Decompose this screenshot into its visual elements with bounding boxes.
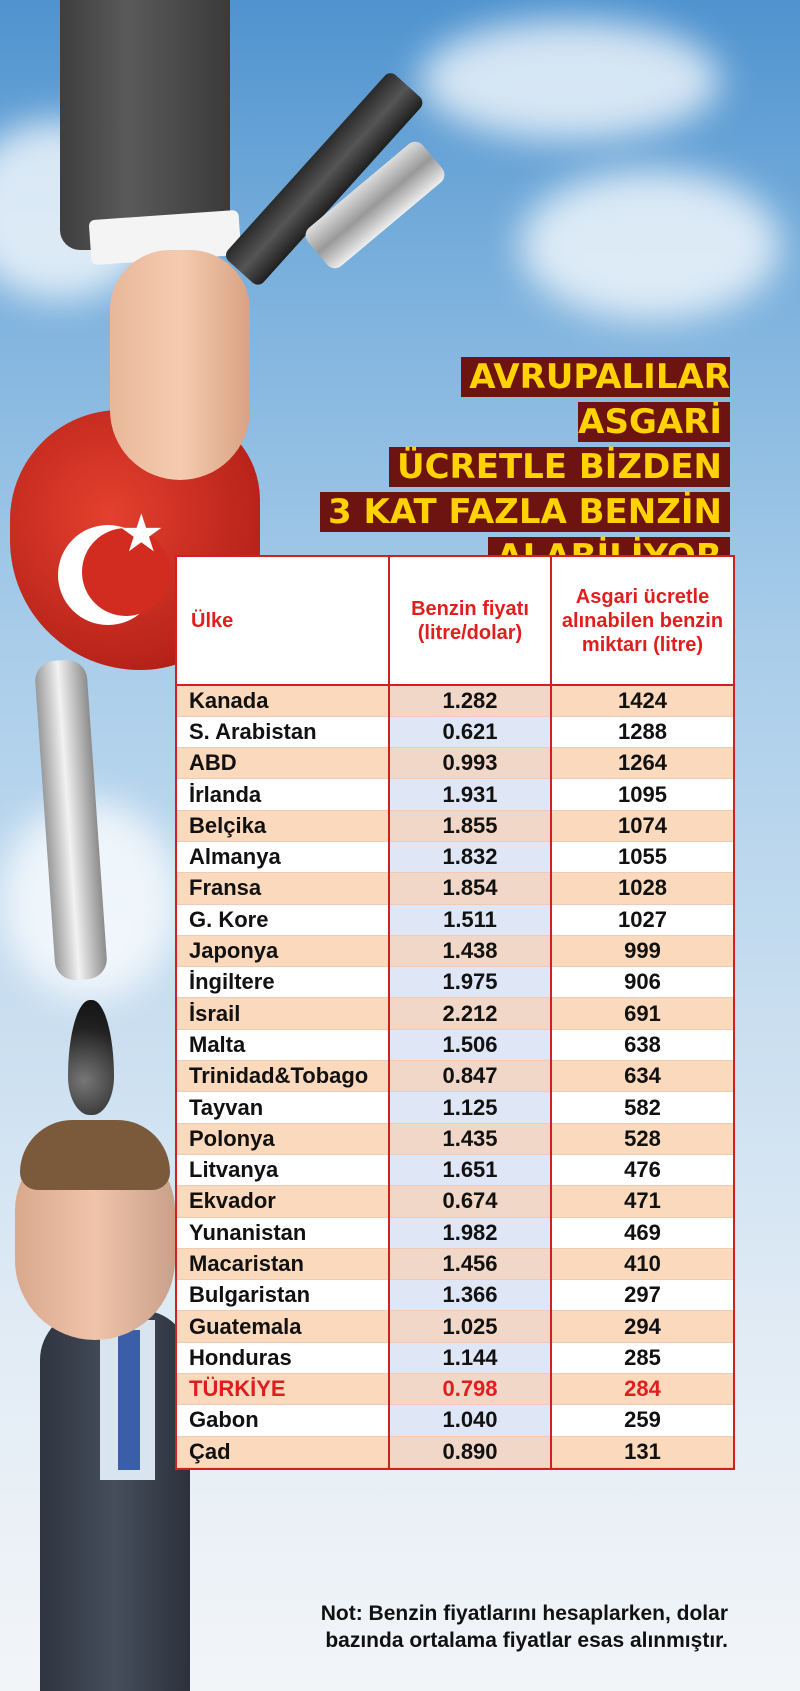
price-cell: 1.435: [389, 1123, 551, 1154]
country-cell: G. Kore: [177, 904, 389, 935]
price-cell: 1.144: [389, 1342, 551, 1373]
table-row: [177, 1061, 733, 1092]
price-cell: 1.832: [389, 841, 551, 872]
amount-cell: 297: [551, 1280, 733, 1311]
table-row: [177, 1092, 733, 1123]
amount-cell: 1288: [551, 716, 733, 747]
table-row: [177, 1123, 733, 1154]
country-cell: Fransa: [177, 873, 389, 904]
country-cell: Kanada: [177, 685, 389, 716]
country-cell: Honduras: [177, 1342, 389, 1373]
price-cell: 1.854: [389, 873, 551, 904]
price-cell: 1.282: [389, 685, 551, 716]
country-cell: Guatemala: [177, 1311, 389, 1342]
fuel-drop-icon: [68, 1000, 114, 1115]
headline: [305, 355, 730, 580]
price-cell: 1.366: [389, 1280, 551, 1311]
price-cell: 1.456: [389, 1248, 551, 1279]
table-header-row: [177, 557, 733, 685]
country-cell: Malta: [177, 1029, 389, 1060]
table-row: [177, 873, 733, 904]
price-cell: 1.855: [389, 810, 551, 841]
amount-cell: 1074: [551, 810, 733, 841]
amount-cell: 285: [551, 1342, 733, 1373]
amount-cell: 1264: [551, 748, 733, 779]
man-hair-illustration: [20, 1120, 170, 1190]
amount-cell: 1028: [551, 873, 733, 904]
header-country: Ülke: [177, 557, 389, 685]
headline-line: ÜCRETLE BİZDEN: [389, 447, 730, 487]
price-cell: 2.212: [389, 998, 551, 1029]
table-row: [177, 1342, 733, 1373]
country-cell: İngiltere: [177, 967, 389, 998]
man-tie-illustration: [118, 1330, 140, 1470]
table-row: [177, 1436, 733, 1467]
price-cell: 0.798: [389, 1374, 551, 1405]
amount-cell: 131: [551, 1436, 733, 1467]
price-cell: 0.890: [389, 1436, 551, 1467]
table-row: [177, 810, 733, 841]
table-row: [177, 1311, 733, 1342]
table-row: [177, 1405, 733, 1436]
amount-cell: 410: [551, 1248, 733, 1279]
cloud: [520, 170, 780, 320]
country-cell: Japonya: [177, 935, 389, 966]
price-cell: 0.621: [389, 716, 551, 747]
country-cell: Gabon: [177, 1405, 389, 1436]
price-cell: 1.511: [389, 904, 551, 935]
country-cell: Bulgaristan: [177, 1280, 389, 1311]
table-row: [177, 748, 733, 779]
price-cell: 0.847: [389, 1061, 551, 1092]
amount-cell: 259: [551, 1405, 733, 1436]
amount-cell: 469: [551, 1217, 733, 1248]
table-row: [177, 998, 733, 1029]
table-row: [177, 716, 733, 747]
headline-line: 3 KAT FAZLA BENZİN: [320, 492, 730, 532]
table-row: [177, 1248, 733, 1279]
country-cell: Polonya: [177, 1123, 389, 1154]
country-cell: S. Arabistan: [177, 716, 389, 747]
hand-illustration: [110, 250, 250, 480]
amount-cell: 294: [551, 1311, 733, 1342]
price-cell: 1.040: [389, 1405, 551, 1436]
country-cell: Belçika: [177, 810, 389, 841]
amount-cell: 634: [551, 1061, 733, 1092]
headline-line: AVRUPALILAR ASGARİ: [461, 357, 730, 442]
price-cell: 1.438: [389, 935, 551, 966]
amount-cell: 1027: [551, 904, 733, 935]
amount-cell: 1095: [551, 779, 733, 810]
price-cell: 1.025: [389, 1311, 551, 1342]
cloud: [420, 20, 720, 140]
price-cell: 1.506: [389, 1029, 551, 1060]
amount-cell: 528: [551, 1123, 733, 1154]
amount-cell: 691: [551, 998, 733, 1029]
header-amount: Asgari ücretle alınabilen benzin miktarı (litre): [551, 557, 733, 685]
amount-cell: 1424: [551, 685, 733, 716]
amount-cell: 906: [551, 967, 733, 998]
price-cell: 1.975: [389, 967, 551, 998]
amount-cell: 284: [551, 1374, 733, 1405]
table-row: [177, 841, 733, 872]
country-cell: Yunanistan: [177, 1217, 389, 1248]
table-row: [177, 1154, 733, 1185]
amount-cell: 638: [551, 1029, 733, 1060]
price-cell: 1.125: [389, 1092, 551, 1123]
country-cell: ABD: [177, 748, 389, 779]
country-cell: İsrail: [177, 998, 389, 1029]
header-price: Benzin fiyatı (litre/dolar): [389, 557, 551, 685]
country-cell: TÜRKİYE: [177, 1374, 389, 1405]
table-row: [177, 685, 733, 716]
table-row: [177, 779, 733, 810]
country-cell: Macaristan: [177, 1248, 389, 1279]
table-row: [177, 967, 733, 998]
table-row: [177, 1186, 733, 1217]
country-cell: Tayvan: [177, 1092, 389, 1123]
country-cell: Ekvador: [177, 1186, 389, 1217]
footnote: Not: Benzin fiyatlarını hesaplarken, dolar bazında ortalama fiyatlar esas alınmıştır.: [320, 1602, 728, 1652]
price-cell: 1.651: [389, 1154, 551, 1185]
table-body: [177, 685, 733, 1467]
amount-cell: 471: [551, 1186, 733, 1217]
table-row: [177, 904, 733, 935]
country-cell: Litvanya: [177, 1154, 389, 1185]
amount-cell: 476: [551, 1154, 733, 1185]
table-row: [177, 935, 733, 966]
table-row: [177, 1217, 733, 1248]
country-cell: Almanya: [177, 841, 389, 872]
amount-cell: 582: [551, 1092, 733, 1123]
country-cell: İrlanda: [177, 779, 389, 810]
amount-cell: 999: [551, 935, 733, 966]
country-cell: Çad: [177, 1436, 389, 1467]
price-cell: 0.993: [389, 748, 551, 779]
country-cell: Trinidad&Tobago: [177, 1061, 389, 1092]
amount-cell: 1055: [551, 841, 733, 872]
table-row: [177, 1280, 733, 1311]
star-icon: ★: [118, 505, 165, 563]
price-cell: 1.931: [389, 779, 551, 810]
price-cell: 0.674: [389, 1186, 551, 1217]
table-row: [177, 1029, 733, 1060]
fuel-table: [175, 555, 735, 1470]
table-row: [177, 1374, 733, 1405]
price-cell: 1.982: [389, 1217, 551, 1248]
